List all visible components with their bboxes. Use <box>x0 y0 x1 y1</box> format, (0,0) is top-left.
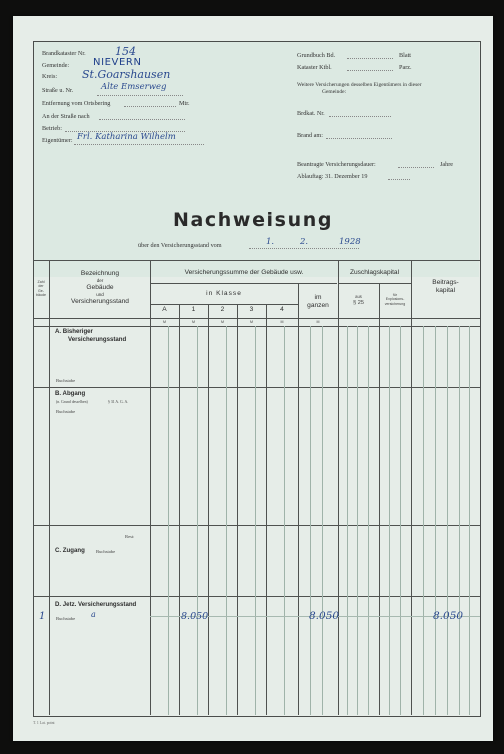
beitrag-header: Beitrags- kapital <box>432 279 459 294</box>
in-klasse-header: in Klasse <box>206 290 242 297</box>
section-a-buchstabe: Buchstabe <box>56 378 76 383</box>
strasse-value: Alte Emserweg <box>101 82 167 92</box>
brdkat-label: Brdkat. Nr. <box>297 110 325 117</box>
unit-label: M <box>163 320 166 324</box>
section-b-paragraph: § 31 A. G. A. <box>108 400 129 404</box>
unit-label: M <box>221 320 224 324</box>
unit-label: M <box>316 320 320 324</box>
class-2-header: 2 <box>220 306 225 313</box>
section-d-title: D. Jetz. Versicherungsstand <box>55 601 137 608</box>
unit-label: M <box>192 320 195 324</box>
strasse-nach-label: An der Straße nach <box>42 113 90 120</box>
class-1-header: 1 <box>191 306 196 313</box>
section-b-title: B. Abgang <box>55 390 86 397</box>
document-title: Nachweisung <box>173 209 334 231</box>
strasse-label: Straße u. Nr. <box>42 87 74 94</box>
jahre-label: Jahre <box>440 161 454 168</box>
brand-am-label: Brand am: <box>297 132 323 139</box>
eigentuemer-value: Frl. Katharina Wilhelm <box>77 132 176 142</box>
section-b-note: (n. Grund desselben) <box>56 400 88 404</box>
entfernung-label: Entfernung vom Ortsbering <box>42 100 111 107</box>
kataster-label: Kataster Ktbl. <box>297 64 332 71</box>
date-day: 1. <box>266 237 275 247</box>
row-d-im-ganzen-value: 8.050 <box>309 610 340 622</box>
section-b-buchstabe: Buchstabe <box>56 409 76 414</box>
zuschlag-header: Zuschlagskapital <box>349 269 400 276</box>
section-d-buchstabe-value: a <box>91 610 96 619</box>
gemeinde-label: Gemeinde: <box>42 62 70 69</box>
rest-label: Rest: <box>125 534 135 539</box>
zuschlag-sub-explosion: für Explosions- versicherung <box>384 293 406 306</box>
ablauftag-label: Ablauftag: 31. Dezember 19 <box>297 173 368 180</box>
section-d-buchstabe: Buchstabe <box>56 616 76 621</box>
blatt-label: Blatt <box>399 52 412 59</box>
brandkataster-label: Brandkataster Nr. <box>42 50 86 57</box>
class-4-header: 4 <box>280 306 284 313</box>
brandkataster-number: 154 <box>115 45 136 58</box>
date-month: 2. <box>300 237 309 247</box>
unit-label: M <box>280 320 284 324</box>
row-d-beitrag-value: 8.050 <box>433 610 464 622</box>
unit-label: M <box>250 320 253 324</box>
dauer-label: Beantragte Versicherungsdauer: <box>297 161 376 168</box>
grundbuch-label: Grundbuch Bd. <box>297 52 336 59</box>
kreis-value: St.Goarshausen <box>82 68 171 81</box>
eigentuemer-label: Eigentümer: <box>42 137 73 144</box>
parz-label: Parz. <box>399 64 412 71</box>
footer-code: T. 1 Lat. point <box>33 721 55 725</box>
zuschlag-sub-25: aus § 25 <box>353 294 364 306</box>
section-c-title: C. Zugang <box>55 547 85 554</box>
date-year: 1928 <box>339 237 361 247</box>
subtitle: über den Versicherungsstand vom <box>138 242 222 249</box>
class-3-header: 3 <box>249 306 254 313</box>
form-sheet <box>13 16 493 741</box>
kreis-label: Kreis: <box>42 73 58 80</box>
im-ganzen-header: im ganzen <box>307 294 329 309</box>
weitere-line-1: Weitere Versicherungen desselben Eigentümers in dieser <box>297 82 422 88</box>
col-bezeichnung-header: Bezeichnung der Gebäude und Versicherungsstand <box>71 270 129 305</box>
section-a-title: A. Bisheriger Versicherungsstand <box>55 328 127 343</box>
col-zahl-header: Zahl der Ge- bäude <box>36 280 46 298</box>
class-a-header: A <box>162 306 167 313</box>
row-d-number: 1 <box>39 611 46 622</box>
row-d-class-1-value: 8.050 <box>181 611 209 622</box>
betrieb-label: Betrieb: <box>42 125 62 132</box>
weitere-line-2: Gemeinde: <box>322 89 347 95</box>
gemeinde-value: NIEVERN <box>93 57 142 68</box>
section-c-buchstabe: Buchstabe <box>96 549 116 554</box>
entfernung-unit: Mtr. <box>179 100 190 107</box>
vs-header: Versicherungssumme der Gebäude usw. <box>184 269 304 276</box>
